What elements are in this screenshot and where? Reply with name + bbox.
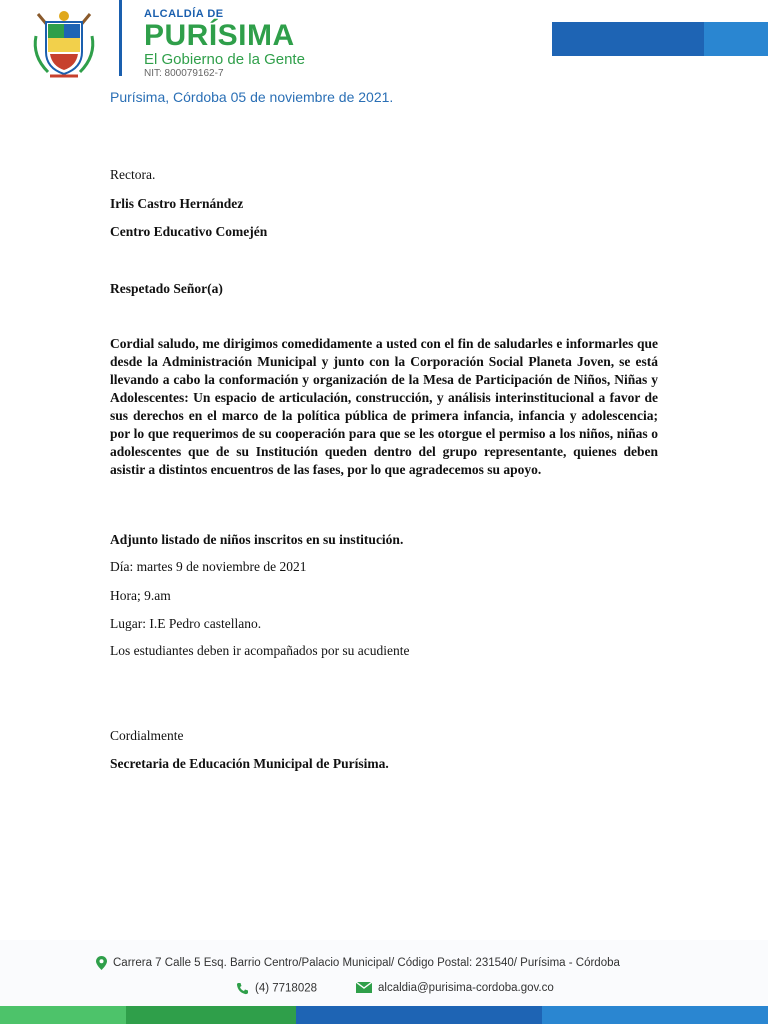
- brand-small-text: ALCALDÍA DE: [144, 8, 224, 20]
- footer-phone: [236, 982, 317, 995]
- event-place: Lugar: I.E Pedro castellano.: [110, 616, 262, 631]
- letter-date: Purísima, Córdoba 05 de noviembre de 2021.: [110, 89, 394, 105]
- email-text[interactable]: alcaldia@purisima-cordoba.gov.co: [378, 982, 554, 994]
- brand-nit: NIT: 800079162-7: [144, 68, 224, 79]
- event-note: Los estudiantes deben ir acompañados por su acudiente: [110, 643, 410, 658]
- brand-block: [144, 8, 305, 80]
- header-color-bar-segment: [704, 22, 768, 56]
- header-divider: [119, 0, 122, 76]
- recipient-title: Rectora.: [110, 167, 156, 182]
- municipal-shield-logo: [28, 6, 100, 82]
- footer-email[interactable]: [356, 982, 554, 994]
- brand-name: PURÍSIMA: [144, 19, 295, 52]
- phone-icon: [236, 982, 249, 995]
- event-time: Hora; 9.am: [110, 588, 171, 603]
- recipient-name: Irlis Castro Hernández: [110, 196, 244, 211]
- footer-bar-blue: [296, 1006, 542, 1024]
- footer-bar-light-blue: [542, 1006, 768, 1024]
- event-day: Día: martes 9 de noviembre de 2021: [110, 559, 307, 574]
- signature: Secretaria de Educación Municipal de Purísima.: [110, 756, 389, 771]
- footer-address: [96, 956, 620, 970]
- footer-bar-green: [126, 1006, 296, 1024]
- attachment-note: Adjunto listado de niños inscritos en su institución.: [110, 532, 404, 547]
- footer-bar-green-light: [0, 1006, 126, 1024]
- letterhead: [0, 0, 768, 92]
- recipient-org: Centro Educativo Comején: [110, 224, 268, 239]
- location-pin-icon: [96, 956, 107, 970]
- closing: Cordialmente: [110, 728, 184, 743]
- letter-body: Cordial saludo, me dirigimos comedidamente a usted con el fin de saludarles e informarles que desde la Administración Municipal y junto con la Corporación Social Planeta Joven, se está llevando a cabo la conformación y organización de la Mesa de Participación de Niños, Niñas y Adolescentes: Un espacio de articulación, construcción, y análisis interinstitucional a favor de sus derechos en el marco de la política pública de primera infancia, infancia y adolescencia; por lo que requerimos de su cooperación para que se les otorgue el permiso a los niños, niñas o adolescentes que de su Institución queden dentro del grupo representante, quienes deben asistir a distintos encuentros de las fases, por lo que agradecemos su apoyo.: [110, 336, 658, 477]
- brand-tagline: El Gobierno de la Gente: [144, 51, 305, 68]
- address-text: Carrera 7 Calle 5 Esq. Barrio Centro/Palacio Municipal/ Código Postal: 231540/ Purísima - Córdoba: [113, 957, 620, 970]
- header-color-bar: [552, 22, 768, 56]
- email-icon: [356, 982, 372, 993]
- phone-text: (4) 7718028: [255, 982, 318, 995]
- salutation: Respetado Señor(a): [110, 281, 223, 296]
